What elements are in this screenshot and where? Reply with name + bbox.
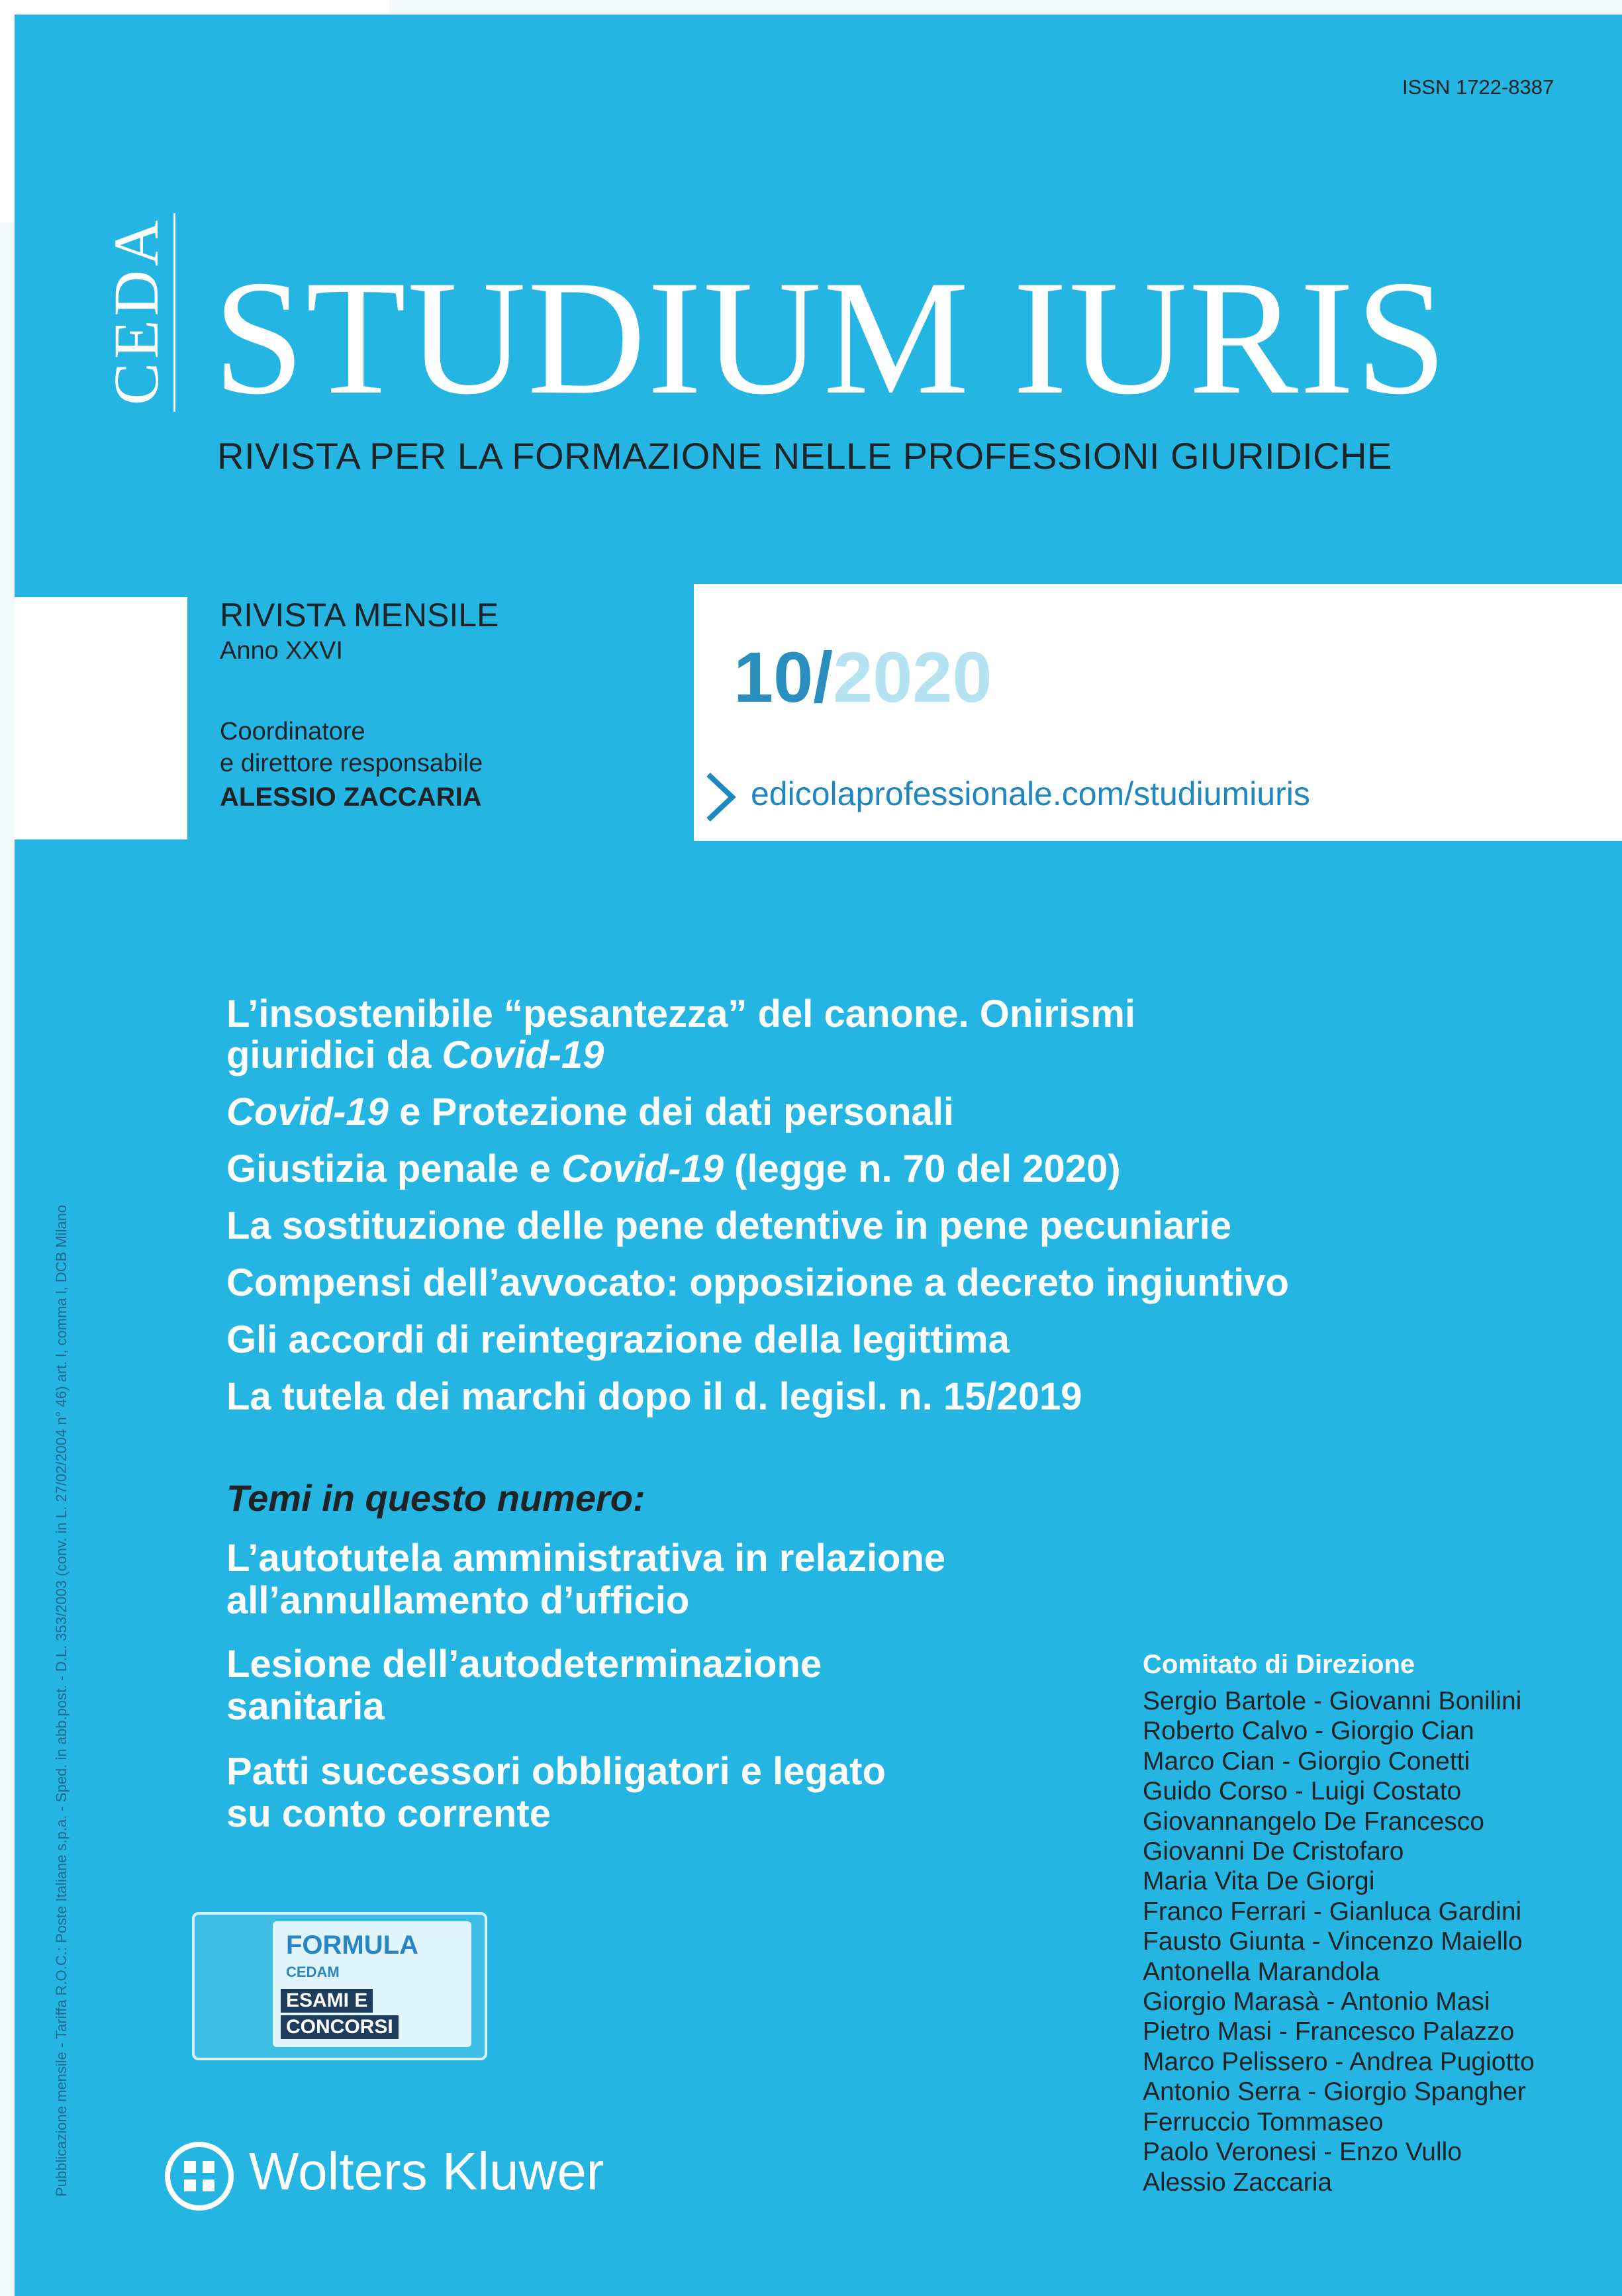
- committee-member: Franco Ferrari - Gianluca Gardini: [1143, 1897, 1522, 1926]
- publisher-name: Wolters Kluwer: [249, 2142, 604, 2201]
- white-band-left: [15, 597, 187, 839]
- formula-contests: CONCORSI: [281, 2015, 399, 2039]
- theme-line: Lesione dell’autodeterminazione: [226, 1643, 822, 1686]
- director-label: e direttore responsabile: [220, 749, 483, 777]
- committee-member: Paolo Veronesi - Enzo Vullo: [1143, 2138, 1462, 2167]
- committee-member: Ferruccio Tommaseo: [1143, 2107, 1384, 2136]
- committee-member: Roberto Calvo - Giorgio Cian: [1143, 1717, 1474, 1746]
- magazine-cover: [15, 15, 1622, 2296]
- article-line: Compensi dell’avvocato: opposizione a decreto ingiuntivo: [226, 1261, 1289, 1304]
- issue-number: 10/2020: [734, 637, 992, 717]
- committee-member: Giorgio Marasà - Antonio Masi: [1143, 1987, 1490, 2017]
- formula-title: FORMULA: [286, 1931, 418, 1960]
- website-link[interactable]: edicolaprofessionale.com/studiumiuris: [751, 775, 1310, 812]
- formula-exams: ESAMI E: [281, 1989, 373, 2013]
- committee-member: Sergio Bartole - Giovanni Bonilini: [1143, 1687, 1522, 1715]
- article-line: Gli accordi di reintegrazione della legittima: [226, 1318, 1010, 1361]
- committee-member: Marco Pelissero - Andrea Pugiotto: [1143, 2047, 1535, 2076]
- theme-line: su conto corrente: [226, 1792, 551, 1835]
- article-line: L’insostenibile “pesantezza” del canone. Onirismi: [226, 992, 1136, 1035]
- magazine-title: STUDIUM IURIS: [213, 246, 1449, 428]
- committee-member: Marco Cian - Giorgio Conetti: [1143, 1746, 1470, 1776]
- committee-title: Comitato di Direzione: [1143, 1650, 1415, 1679]
- themes-heading: Temi in questo numero:: [226, 1477, 645, 1519]
- theme-line: sanitaria: [226, 1685, 385, 1728]
- formula-brand: CEDAM: [286, 1964, 340, 1980]
- year-label: Anno XXVI: [220, 637, 343, 665]
- committee-member: Alessio Zaccaria: [1143, 2168, 1333, 2197]
- title-divider: [173, 213, 175, 412]
- coordinator-label: Coordinatore: [220, 718, 365, 745]
- theme-line: Patti successori obbligatori e legato: [226, 1750, 886, 1793]
- committee-member: Maria Vita De Giorgi: [1143, 1867, 1375, 1896]
- article-line: La tutela dei marchi dopo il d. legisl. n. 15/2019: [226, 1375, 1082, 1418]
- article-line: La sostituzione delle pene detentive in pene pecuniarie: [226, 1204, 1232, 1247]
- committee-member: Giovanni De Cristofaro: [1143, 1837, 1404, 1866]
- postal-note: Pubblicazione mensile - Tariffa R.O.C.: Poste Italiane s.p.a. - Sped. in abb.post. - D.L. 353/2003 (conv. in L. 27/02/2004 n° 46) art. l, comma l, DCB Milano: [53, 1204, 70, 2197]
- committee-member: Pietro Masi - Francesco Palazzo: [1143, 2017, 1515, 2046]
- theme-line: all’annullamento d’ufficio: [226, 1579, 690, 1622]
- article-line: Giustizia penale e Covid-19 (legge n. 70 del 2020): [226, 1147, 1121, 1190]
- committee-member: Fausto Giunta - Vincenzo Maiello: [1143, 1927, 1523, 1956]
- committee-member: Antonella Marandola: [1143, 1957, 1380, 1986]
- committee: [1143, 1650, 1535, 2197]
- publisher-vertical: CEDA: [101, 216, 171, 405]
- article-line: Covid-19 e Protezione dei dati personali: [226, 1090, 955, 1133]
- chevron-right-icon: [703, 771, 743, 824]
- magazine-subtitle: RIVISTA PER LA FORMAZIONE NELLE PROFESSIONI GIURIDICHE: [217, 435, 1392, 477]
- formula-badge: [192, 1912, 487, 2060]
- wolters-kluwer-logo-icon: [163, 2140, 236, 2213]
- committee-member: Guido Corso - Luigi Costato: [1143, 1777, 1462, 1806]
- director-name: ALESSIO ZACCARIA: [220, 783, 482, 812]
- committee-member: Giovannangelo De Francesco: [1143, 1807, 1484, 1836]
- issn: ISSN 1722-8387: [1402, 75, 1554, 99]
- theme-line: L’autotutela amministrativa in relazione: [226, 1537, 946, 1580]
- frequency: RIVISTA MENSILE: [220, 597, 499, 634]
- committee-member: Antonio Serra - Giorgio Spangher: [1143, 2078, 1526, 2107]
- article-line: giuridici da Covid-19: [226, 1033, 604, 1076]
